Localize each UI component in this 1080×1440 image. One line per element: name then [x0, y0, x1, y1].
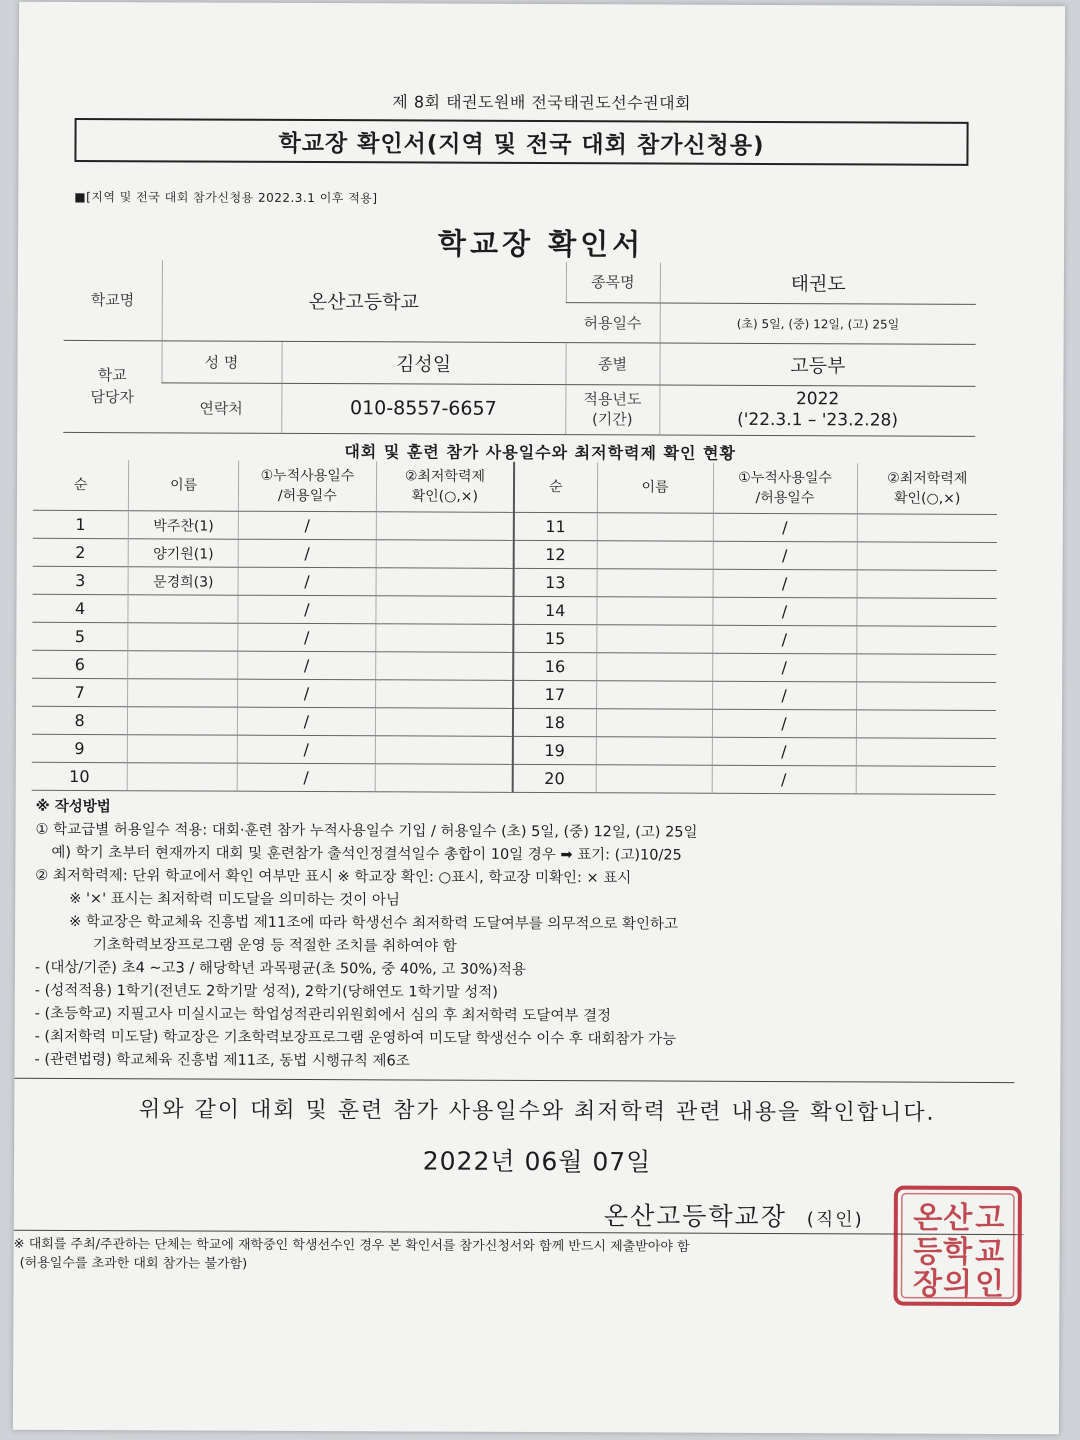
school-info-table	[63, 260, 976, 436]
academic-check	[856, 710, 996, 739]
table-row	[514, 596, 996, 626]
roster-rows-left	[32, 510, 514, 792]
usage-days: /	[238, 567, 376, 596]
usage-days: /	[238, 511, 376, 540]
student-name	[127, 763, 237, 791]
academic-check	[857, 542, 997, 571]
note-line: ※ '×' 표시는 최저학력 미도달을 의미하는 것이 아님	[69, 890, 400, 909]
row-number: 14	[514, 596, 596, 624]
academic-check	[376, 596, 514, 625]
header-days: ①누적사용일수 /허용일수	[238, 461, 376, 512]
table-row	[32, 706, 513, 736]
table-row	[33, 538, 514, 568]
header-academic: ②최저학력제 확인(○,×)	[857, 463, 997, 514]
table-row	[515, 512, 997, 542]
academic-check	[375, 764, 513, 793]
section-title: 대회 및 훈련 참가 사용일수와 최저학력제 확인 현황	[344, 442, 736, 463]
table-row	[514, 708, 996, 738]
note-line: ※ 학교장은 학교체육 진흥법 제11조에 따라 학생선수 최저학력 도달여부를 의무적으로 확인하고	[69, 913, 679, 933]
row-number: 11	[515, 512, 597, 540]
row-number: 16	[514, 652, 596, 680]
header-no: 순	[33, 460, 129, 511]
row-number: 12	[515, 540, 597, 568]
academic-check	[375, 708, 513, 737]
roster-table-left	[32, 460, 515, 793]
form-title-box	[74, 118, 968, 166]
student-name	[128, 735, 238, 763]
row-number: 15	[514, 624, 596, 652]
academic-check	[376, 568, 514, 597]
note-line: - (성적적용) 1학기(전년도 2학기말 성적), 2학기(당해연도 1학기말 성적)	[34, 982, 498, 1001]
svg-text:산: 산	[943, 1200, 973, 1236]
note-line: - (대상/기준) 초4 ~고3 / 해당학년 과목평균(초 50%, 중 40%, 고 30%)적용	[34, 959, 526, 978]
row-number: 6	[32, 650, 128, 678]
row-number: 18	[514, 708, 596, 736]
academic-check	[857, 570, 997, 599]
student-name	[597, 541, 713, 570]
svg-text:등: 등	[913, 1234, 943, 1270]
student-name: 문경희(3)	[128, 567, 238, 595]
applied-note: ■[지역 및 전국 대회 참가신청용 2022.3.1 이후 적용]	[74, 189, 378, 206]
table-row	[33, 510, 514, 540]
usage-days: /	[712, 597, 856, 626]
stamp-mark: (직인)	[806, 1209, 864, 1231]
header-name: 이름	[129, 460, 239, 511]
usage-days: /	[238, 651, 376, 680]
usage-days: /	[238, 539, 376, 568]
manager-name: 김성일	[281, 341, 565, 384]
note-line: ① 학교급별 허용일수 적용: 대회·훈련 참가 누적사용일수 기입 / 허용일수 (초) 5일, (중) 12일, (고) 25일	[35, 821, 698, 841]
academic-check	[856, 738, 996, 767]
table-row	[32, 762, 513, 792]
table-row	[514, 736, 996, 766]
contact-value: 010-8557-6657	[281, 383, 565, 434]
usage-days: /	[238, 595, 376, 624]
table-row	[514, 680, 996, 710]
footnote-line: (허용일수를 초과한 대회 참가는 불가함)	[19, 1255, 248, 1272]
student-name	[596, 737, 712, 766]
student-name	[597, 513, 713, 542]
confirmation-statement: 위와 같이 대회 및 훈련 참가 사용일수와 최저학력 관련 내용을 확인합니다.	[138, 1097, 936, 1126]
table-row	[514, 624, 996, 654]
academic-check	[375, 736, 513, 765]
usage-days: /	[713, 541, 857, 570]
event-title: 제 8회 태권도원배 전국태권도선수권대회	[392, 92, 692, 113]
academic-check	[856, 626, 996, 655]
note-line: - (초등학교) 지필고사 미실시교는 학업성적관리위원회에서 심의 후 최저학력 도달여부 결정	[34, 1005, 612, 1025]
form-title: 학교장 확인서(지역 및 전국 대회 참가신청용)	[278, 130, 765, 159]
usage-days: /	[713, 569, 857, 598]
academic-check	[856, 766, 996, 795]
period-cell	[659, 385, 975, 436]
table-row	[32, 678, 513, 708]
row-number: 5	[32, 622, 128, 650]
student-name	[597, 569, 713, 598]
student-name	[128, 651, 238, 679]
division-value: 고등부	[659, 343, 975, 386]
student-name	[128, 679, 238, 707]
school-name: 온산고등학교	[162, 260, 566, 342]
usage-days: /	[712, 625, 856, 654]
row-number: 8	[32, 706, 128, 734]
period-label: 적용년도 (기간)	[565, 384, 659, 434]
header-name: 이름	[597, 462, 713, 513]
divider	[14, 1078, 1014, 1083]
school-label: 학교명	[64, 260, 162, 340]
table-row	[32, 734, 513, 764]
roster-rows-right	[514, 512, 997, 794]
academic-check	[856, 654, 996, 683]
note-line: 기초학력보장프로그램 운영 등 적절한 조치를 취하여야 함	[92, 937, 457, 955]
usage-days: /	[237, 763, 375, 792]
row-number: 13	[515, 568, 597, 596]
row-number: 10	[32, 762, 128, 790]
period-value: ('22.3.1 – '23.2.28)	[737, 409, 899, 431]
principal-title	[604, 1196, 864, 1233]
svg-text:장: 장	[912, 1266, 943, 1302]
row-number: 1	[33, 510, 129, 538]
table-row	[33, 566, 514, 596]
note-line: ② 최저학력제: 단위 학교에서 확인 여부만 표시 ※ 학교장 확인: ○표시, 학교장 미확인: × 표시	[35, 867, 632, 887]
note-line: - (관련법령) 학교체육 진흥법 제11조, 동법 시행규칙 제6조	[34, 1051, 410, 1070]
document-page	[13, 2, 1065, 1435]
svg-text:교: 교	[975, 1234, 1005, 1271]
usage-days: /	[238, 679, 376, 708]
svg-text:고: 고	[975, 1200, 1005, 1237]
usage-days: /	[712, 737, 856, 766]
svg-text:의: 의	[942, 1266, 973, 1302]
year-value: 2022	[795, 389, 840, 410]
usage-days: /	[712, 765, 856, 794]
writing-instructions	[34, 796, 1015, 1076]
academic-check	[857, 514, 997, 543]
usage-days: /	[237, 735, 375, 764]
footnote	[14, 1230, 1024, 1277]
table-row	[514, 652, 996, 682]
student-name	[596, 709, 712, 738]
table-row	[32, 622, 513, 652]
table-row	[32, 650, 513, 680]
student-name	[128, 623, 238, 651]
roster-table-right	[514, 462, 997, 795]
sport-value: 태권도	[660, 263, 976, 304]
document-title: 학교장 확인서	[437, 226, 645, 262]
header-no: 순	[515, 462, 597, 513]
official-seal	[891, 1184, 1024, 1309]
manager-label: 학교 담당자	[63, 340, 161, 432]
usage-days: /	[712, 709, 856, 738]
note-line: 예) 학기 초부터 현재까지 대회 및 훈련참가 출석인정결석일수 총합이 10일 경우 ➡ 표기: (고)10/25	[51, 844, 682, 864]
academic-check	[376, 624, 514, 653]
header-days: ①누적사용일수 /허용일수	[713, 463, 857, 514]
issue-date: 2022년 06월 07일	[422, 1146, 652, 1177]
header-academic: ②최저학력제 확인(○,×)	[376, 461, 514, 512]
days-value: (초) 5일, (중) 12일, (고) 25일	[660, 303, 976, 344]
academic-check	[376, 540, 514, 569]
usage-days: /	[712, 681, 856, 710]
table-row	[515, 540, 997, 570]
row-number: 9	[32, 734, 128, 762]
student-name: 박주찬(1)	[129, 511, 239, 539]
notes-heading: ※ 작성방법	[35, 798, 111, 816]
svg-text:학: 학	[943, 1234, 973, 1270]
contact-label: 연락처	[161, 382, 281, 433]
table-row	[514, 764, 996, 794]
division-label: 종별	[565, 342, 659, 384]
days-label: 허용일수	[566, 302, 660, 342]
row-number: 19	[514, 736, 596, 764]
academic-check	[375, 652, 513, 681]
student-name	[596, 765, 712, 794]
row-number: 20	[514, 764, 596, 792]
student-name	[596, 625, 712, 654]
row-number: 7	[32, 678, 128, 706]
row-number: 3	[33, 566, 129, 594]
student-name	[128, 595, 238, 623]
academic-check	[375, 680, 513, 709]
footnote-line: ※ 대회를 주최/주관하는 단체는 학교에 재학중인 학생선수인 경우 본 확인서를 참가신청서와 함께 반드시 제출받아야 함	[13, 1236, 690, 1255]
row-number: 17	[514, 680, 596, 708]
academic-check	[376, 512, 514, 541]
academic-check	[856, 682, 996, 711]
student-name	[596, 681, 712, 710]
usage-days: /	[712, 653, 856, 682]
note-line: - (최저학력 미도달) 학교장은 기초학력보장프로그램 운영하여 미도달 학생선수 이수 후 대회참가 가능	[34, 1028, 677, 1048]
usage-days: /	[237, 707, 375, 736]
student-name	[596, 597, 712, 626]
sport-label: 종목명	[566, 262, 660, 302]
student-name	[596, 653, 712, 682]
table-row	[515, 568, 997, 598]
usage-days: /	[713, 513, 857, 542]
row-number: 4	[32, 594, 128, 622]
table-row	[32, 594, 513, 624]
name-label: 성 명	[161, 340, 281, 383]
academic-check	[856, 598, 996, 627]
svg-text:온: 온	[913, 1200, 943, 1236]
student-name	[128, 707, 238, 735]
svg-text:인: 인	[974, 1266, 1005, 1303]
student-name: 양기원(1)	[128, 539, 238, 567]
usage-days: /	[238, 623, 376, 652]
row-number: 2	[33, 538, 129, 566]
principal-name: 온산고등학교장	[603, 1201, 787, 1232]
